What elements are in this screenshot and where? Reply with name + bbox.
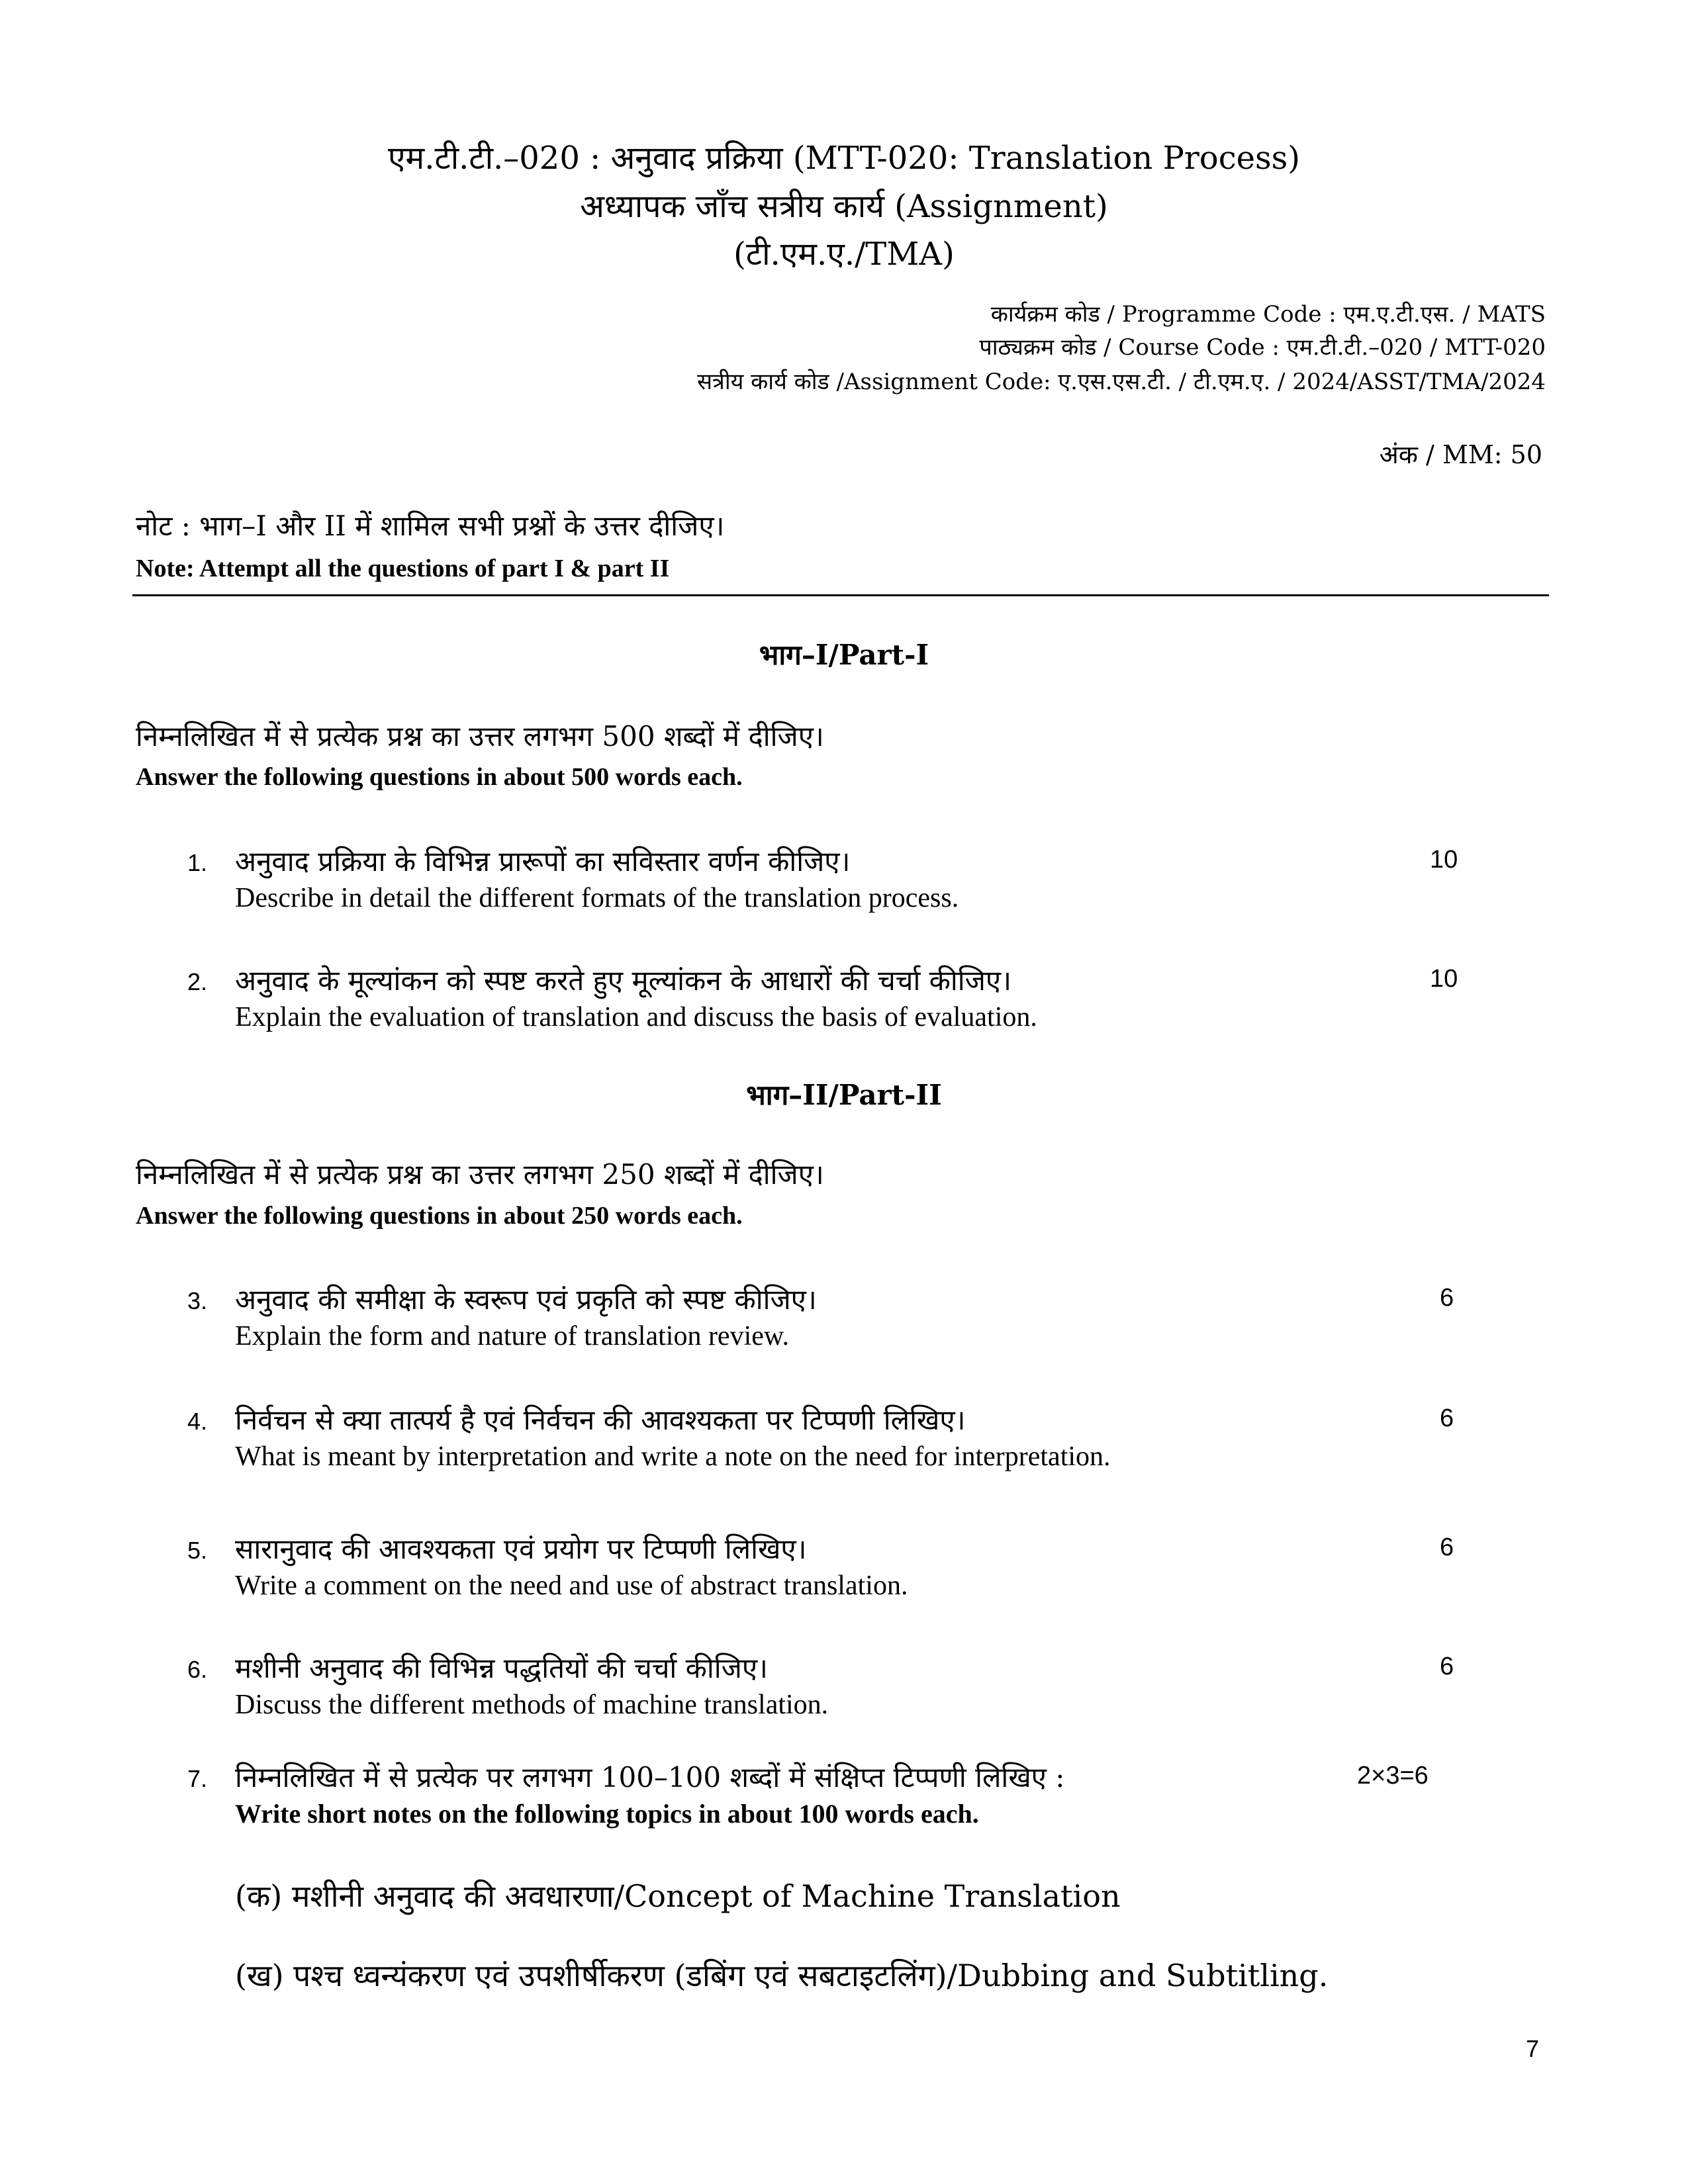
question-hindi: अनुवाद प्रक्रिया के विभिन्न प्रारूपों का सविस्तार वर्णन कीजिए। (235, 845, 851, 878)
question-hindi: अनुवाद की समीक्षा के स्वरूप एवं प्रकृति को स्पष्ट कीजिए। (235, 1283, 817, 1316)
question-english: Discuss the different methods of machine translation. (235, 1690, 829, 1720)
question-number: 1. (187, 849, 208, 876)
question-hindi: अनुवाद के मूल्यांकन को स्पष्ट करते हुए मूल्यांकन के आधारों की चर्चा कीजिए। (235, 964, 1011, 997)
question-number: 3. (187, 1287, 208, 1314)
assignment-code: सत्रीय कार्य कोड /Assignment Code: ए.एस.एस.टी. / टी.एम.ए. / 2024/ASST/TMA/2024 (697, 369, 1546, 395)
part2-heading: भाग–II/Part-II (746, 1079, 942, 1111)
question-english: Write short notes on the following topics in about 100 words each. (235, 1799, 979, 1829)
programme-code: कार्यक्रम कोड / Programme Code : एम.ए.टी.एस. / MATS (990, 301, 1546, 328)
question-english: Write a comment on the need and use of abstract translation. (235, 1570, 908, 1601)
subitem-kha: (ख) पश्च ध्वन्यंकरण एवं उपशीर्षीकरण (डबिंग एवं सबटाइटलिंग)/Dubbing and Subtitling. (235, 1958, 1329, 1993)
page-number: 7 (1525, 2035, 1539, 2062)
question-number: 4. (187, 1408, 208, 1435)
question-number: 5. (187, 1537, 208, 1564)
question-marks: 10 (1430, 846, 1458, 874)
question-marks: 10 (1430, 965, 1458, 993)
note-english: Note: Attempt all the questions of part I & part II (136, 555, 670, 582)
page-title: एम.टी.टी.–020 : अनुवाद प्रक्रिया (MTT-020: Translation Process) (388, 140, 1300, 177)
question-english: What is meant by interpretation and write a note on the need for interpretation. (235, 1441, 1111, 1472)
question-english: Explain the evaluation of translation and discuss the basis of evaluation. (235, 1002, 1037, 1032)
question-marks: 6 (1440, 1404, 1454, 1432)
question-hindi: निम्नलिखित में से प्रत्येक पर लगभग 100–100 शब्दों में संक्षिप्त टिप्पणी लिखिए : (235, 1761, 1065, 1794)
question-marks: 6 (1440, 1653, 1454, 1680)
question-marks: 6 (1440, 1533, 1454, 1561)
part1-instruction-english: Answer the following questions in about 500 words each. (136, 763, 743, 791)
subitem-ka: (क) मशीनी अनुवाद की अवधारणा/Concept of Machine Translation (235, 1878, 1121, 1914)
question-hindi: सारानुवाद की आवश्यकता एवं प्रयोग पर टिप्पणी लिखिए। (235, 1533, 807, 1565)
page-subtitle: अध्यापक जाँच सत्रीय कार्य (Assignment) (580, 188, 1108, 225)
question-number: 2. (187, 968, 208, 995)
question-english: Explain the form and nature of translation review. (235, 1321, 789, 1351)
question-number: 6. (187, 1656, 208, 1683)
question-hindi: निर्वचन से क्या तात्पर्य है एवं निर्वचन की आवश्यकता पर टिप्पणी लिखिए। (235, 1404, 966, 1436)
question-number: 7. (187, 1765, 208, 1792)
part1-heading: भाग–I/Part-I (759, 639, 929, 671)
course-code: पाठ्यक्रम कोड / Course Code : एम.टी.टी.–020 / MTT-020 (979, 334, 1546, 361)
max-marks: अंक / MM: 50 (1379, 440, 1542, 469)
question-hindi: मशीनी अनुवाद की विभिन्न पद्धतियों की चर्चा कीजिए। (235, 1652, 768, 1684)
part2-instruction-hindi: निम्नलिखित में से प्रत्येक प्रश्न का उत्तर लगभग 250 शब्दों में दीजिए। (136, 1158, 824, 1191)
question-english: Describe in detail the different formats of the translation process. (235, 883, 959, 913)
part1-instruction-hindi: निम्नलिखित में से प्रत्येक प्रश्न का उत्तर लगभग 500 शब्दों में दीजिए। (136, 720, 824, 752)
note-hindi: नोट : भाग–I और II में शामिल सभी प्रश्नों के उत्तर दीजिए। (136, 510, 725, 542)
divider (132, 594, 1549, 596)
part2-instruction-english: Answer the following questions in about 250 words each. (136, 1202, 743, 1230)
question-marks: 6 (1440, 1284, 1454, 1312)
question-marks: 2×3=6 (1357, 1762, 1429, 1790)
page-subtitle-tma: (टी.एम.ए./TMA) (733, 236, 955, 273)
